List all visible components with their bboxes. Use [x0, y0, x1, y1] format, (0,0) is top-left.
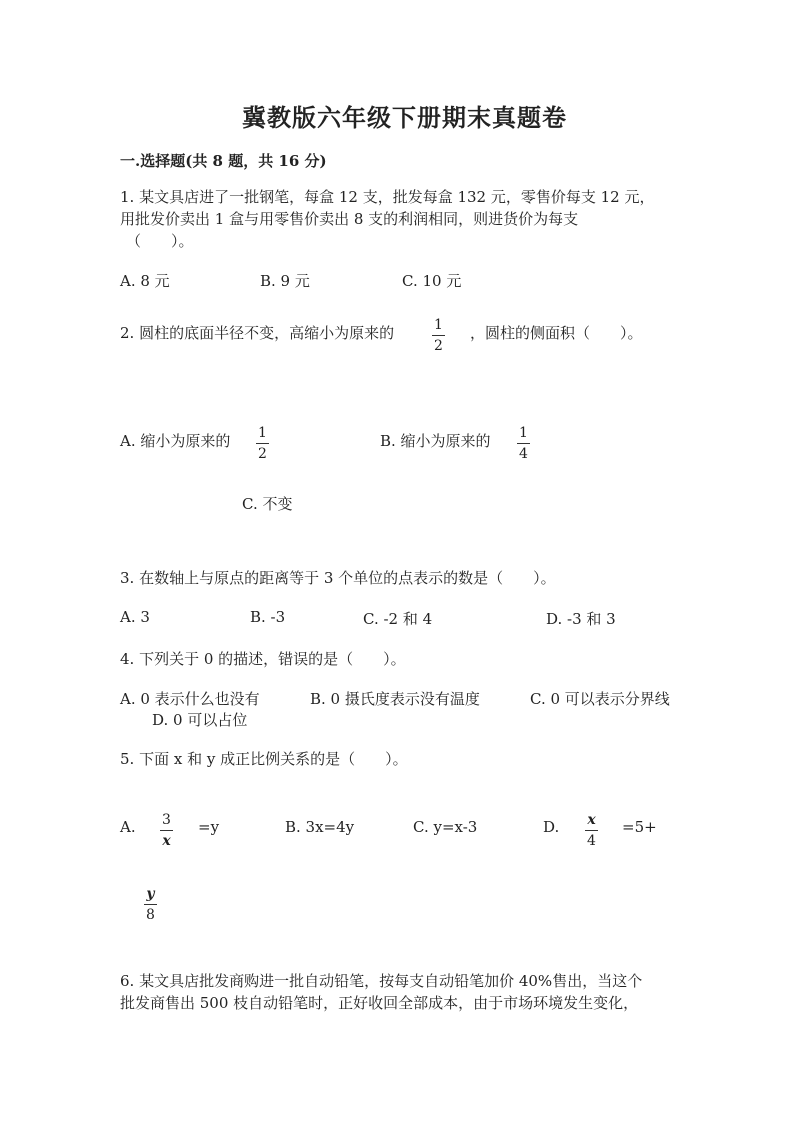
question-6-line-1: 6. 某文具店批发商购进一批自动铅笔，按每支自动铅笔加价 40%售出，当这个 [120, 972, 643, 990]
question-3-text: 3. 在数轴上与原点的距离等于 3 个单位的点表示的数是（ ）。 [120, 569, 556, 587]
section-heading: 一.选择题(共 8 题，共 16 分) [120, 152, 327, 170]
page-title: 冀教版六年级下册期末真题卷 [242, 103, 567, 132]
question-2-text-before: 2. 圆柱的底面半径不变，高缩小为原来的 [120, 324, 395, 342]
question-5-option-b[interactable]: B. 3x=4y [285, 818, 355, 836]
question-2-fraction [432, 317, 445, 354]
fraction-denominator: 4 [519, 446, 528, 462]
fraction-bar [144, 904, 157, 905]
question-4-option-b[interactable]: B. 0 摄氏度表示没有温度 [310, 690, 480, 708]
question-1-line-2: 用批发价卖出 1 盒与用零售价卖出 8 支的利润相同，则进货价为每支 [120, 210, 579, 228]
fraction-numerator: 1 [519, 425, 528, 441]
question-5-option-a-fraction [160, 812, 173, 849]
question-1-line-1: 1. 某文具店进了一批钢笔，每盒 12 支，批发每盒 132 元，零售价每支 12 元， [120, 188, 655, 206]
fraction-denominator: x [162, 833, 171, 849]
question-5-option-d-fraction [585, 812, 598, 849]
question-2-option-a[interactable]: A. 缩小为原来的 [120, 432, 231, 450]
question-2-option-b-fraction [517, 425, 530, 462]
fraction-denominator: 8 [146, 907, 155, 923]
question-5-option-d-fraction-2 [144, 886, 157, 923]
question-2-option-a-fraction [256, 425, 269, 462]
question-2-text-after: ，圆柱的侧面积（ ）。 [470, 324, 643, 342]
question-3-option-c[interactable]: C. -2 和 4 [363, 610, 433, 628]
question-3-option-d[interactable]: D. -3 和 3 [546, 610, 616, 628]
fraction-bar [432, 335, 445, 336]
fraction-denominator: 2 [434, 338, 443, 354]
question-3-option-a[interactable]: A. 3 [120, 608, 150, 626]
question-4-text: 4. 下列关于 0 的描述，错误的是（ ）。 [120, 650, 406, 668]
fraction-numerator: y [146, 886, 155, 902]
question-1-option-a[interactable]: A. 8 元 [120, 272, 170, 290]
question-4-option-a[interactable]: A. 0 表示什么也没有 [120, 690, 260, 708]
fraction-numerator: 1 [434, 317, 443, 333]
fraction-denominator: 4 [587, 833, 596, 849]
question-1-line-3: （ ）。 [126, 232, 194, 250]
fraction-denominator: 2 [258, 446, 267, 462]
question-5-option-a-rest: =y [198, 818, 220, 836]
fraction-numerator: x [587, 812, 596, 828]
question-2-option-c[interactable]: C. 不变 [242, 495, 293, 513]
question-3-option-b[interactable]: B. -3 [250, 608, 286, 626]
question-5-option-d-rest: =5+ [622, 818, 657, 836]
fraction-bar [256, 443, 269, 444]
question-5-option-c[interactable]: C. y=x-3 [413, 818, 478, 836]
question-1-option-b[interactable]: B. 9 元 [260, 272, 310, 290]
question-6-line-2: 批发商售出 500 枝自动铅笔时，正好收回全部成本，由于市场环境发生变化， [120, 994, 639, 1012]
question-4-option-d[interactable]: D. 0 可以占位 [152, 711, 248, 729]
question-5-option-d[interactable]: D. [543, 818, 560, 836]
question-5-text: 5. 下面 x 和 y 成正比例关系的是（ ）。 [120, 750, 408, 768]
question-2-option-b[interactable]: B. 缩小为原来的 [380, 432, 491, 450]
fraction-numerator: 1 [258, 425, 267, 441]
question-5-option-a[interactable]: A. [120, 818, 136, 836]
question-1-option-c[interactable]: C. 10 元 [402, 272, 462, 290]
fraction-numerator: 3 [162, 812, 171, 828]
question-4-option-c[interactable]: C. 0 可以表示分界线 [530, 690, 670, 708]
fraction-bar [517, 443, 530, 444]
fraction-bar [585, 830, 598, 831]
fraction-bar [160, 830, 173, 831]
